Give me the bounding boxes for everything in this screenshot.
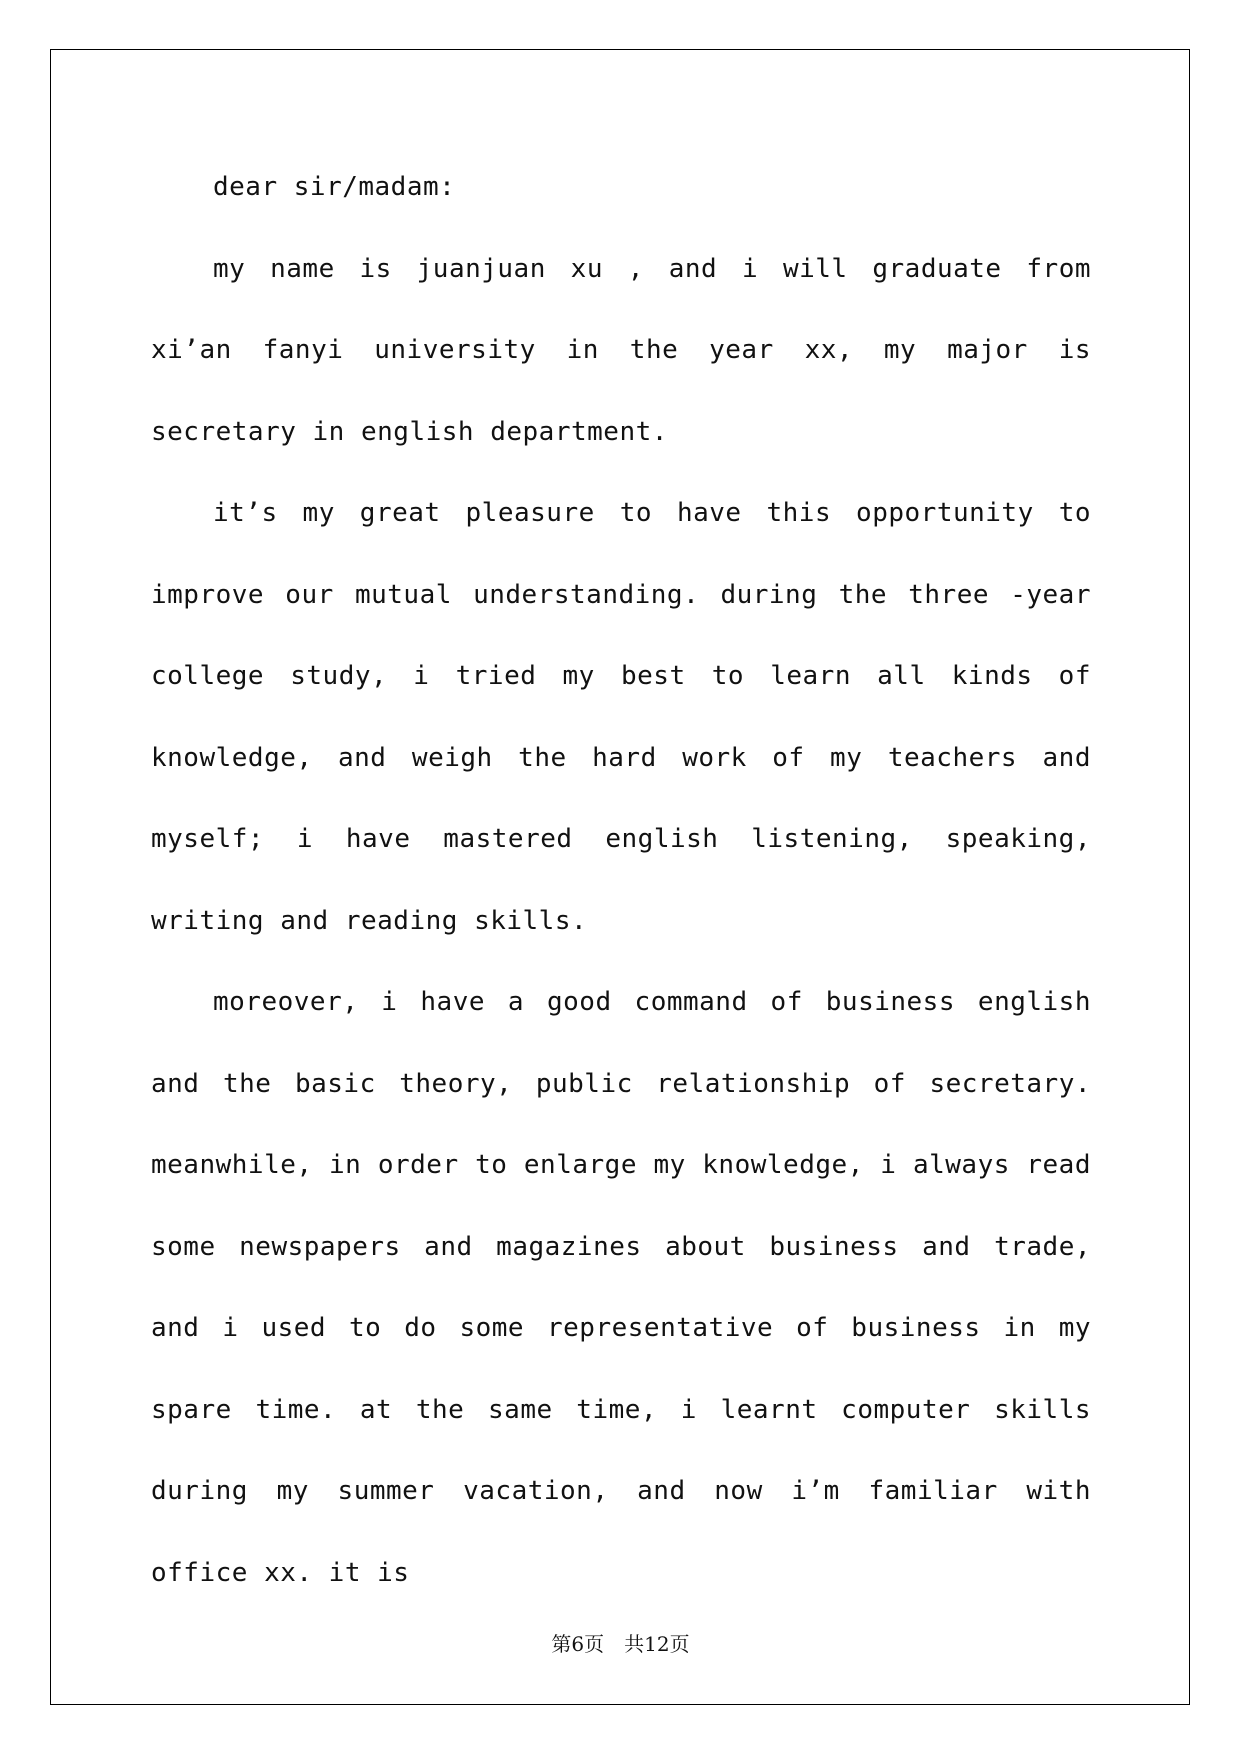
paragraph-skills: moreover, i have a good command of business english and the basic theory, public relationship of secretary. meanwhile, in order to enlarge my knowledge, i always read some newspapers and magazines about business and trade, and i used to do some representative of business in my spare time. at the same time, i learnt computer skills during my summer vacation, and now i’m familiar with office xx. it is [151,987,1091,1588]
page-number-footer: 第6页 共12页 [551,1632,690,1656]
salutation: dear sir/madam: [213,172,456,202]
paragraph-study: it’s my great pleasure to have this opportunity to improve our mutual understanding. during the three -year college study, i tried my best to learn all kinds of knowledge, and weigh the hard work of my teachers and myself; i have mastered english listening, speaking, writing and reading skills. [151,498,1091,936]
letter-body [151,147,1091,1614]
paragraph-introduction: my name is juanjuan xu , and i will graduate from xi’an fanyi university in the year xx, my major is secretary in english department. [151,253,1091,447]
